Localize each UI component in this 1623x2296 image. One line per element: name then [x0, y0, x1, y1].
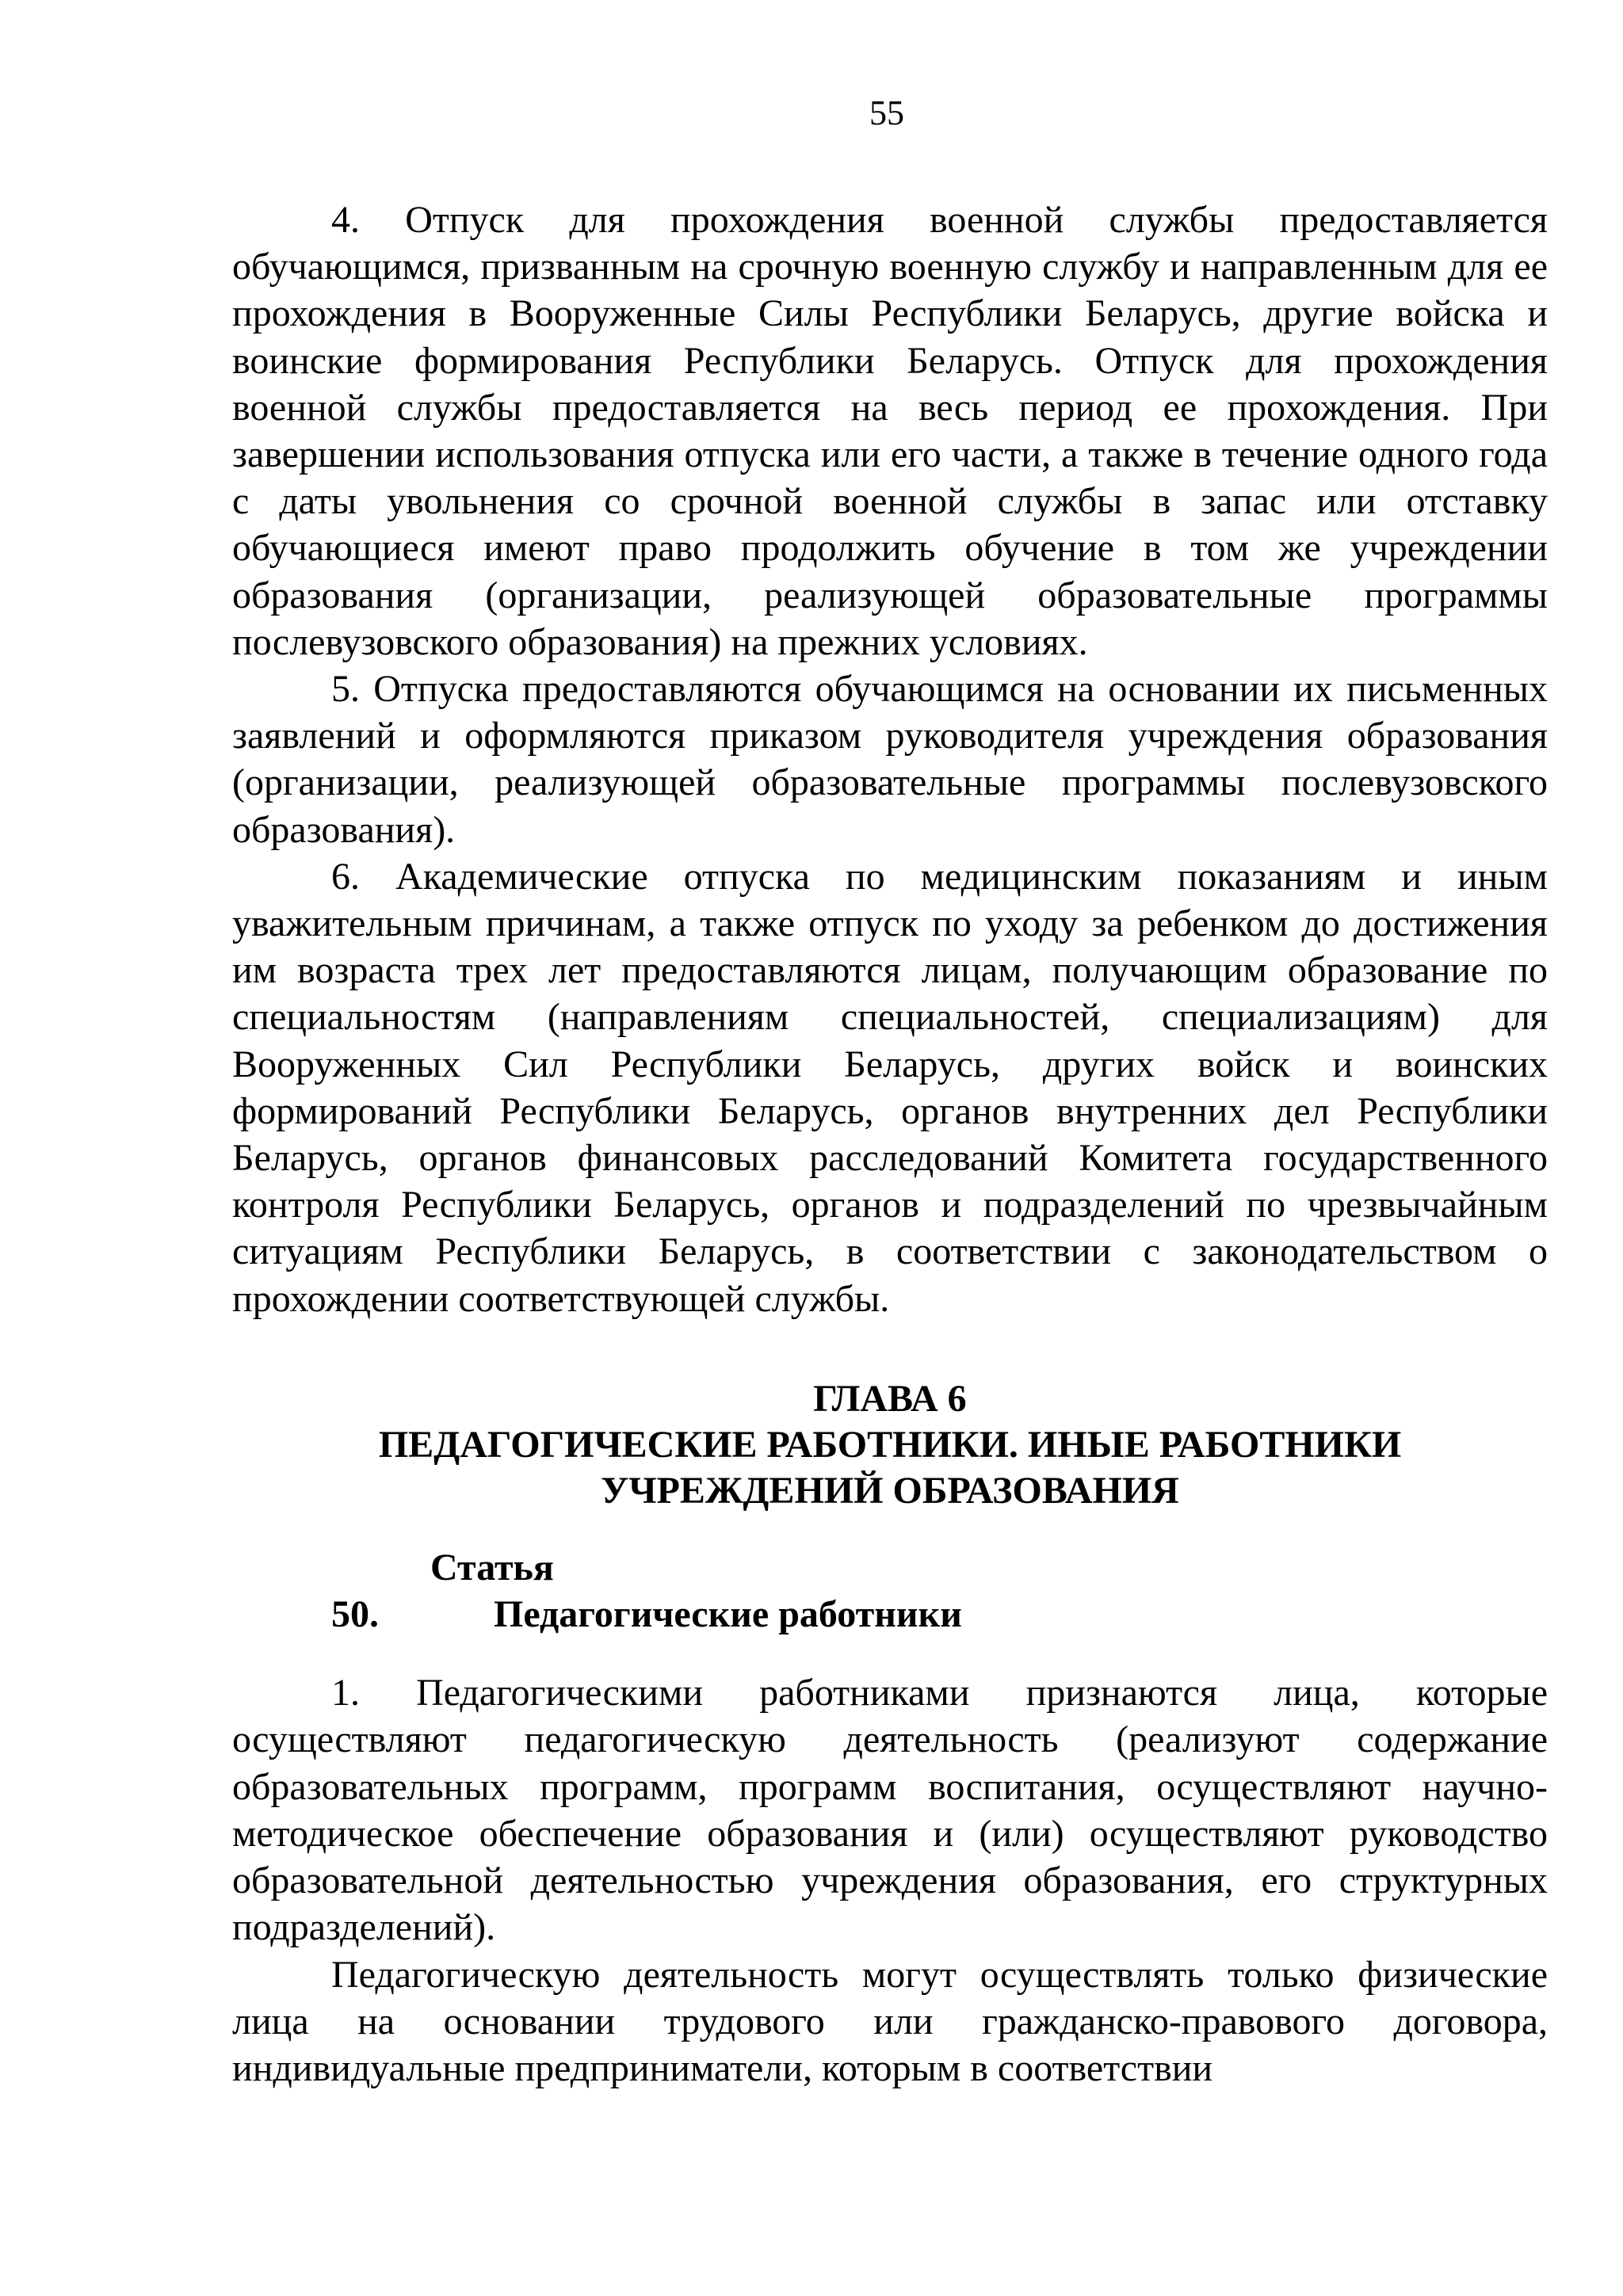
chapter-title-line-2: УЧРЕЖДЕНИЙ ОБРАЗОВАНИЯ: [601, 1469, 1179, 1512]
chapter-title-line-1: ПЕДАГОГИЧЕСКИЕ РАБОТНИКИ. ИНЫЕ РАБОТНИКИ: [378, 1423, 1402, 1466]
article-heading: [232, 1544, 1548, 1638]
paragraph-item-6: 6. Академические отпуска по медицинским показаниям и иным уважительным причинам, а также отпуск по уходу за ребенком до достижения им возраста трех лет предоставляются лицам, получающим образование по специальностям (направлениям специальностей, специализациям) для Вооруженных Сил Республики Беларусь, других войск и воинских формирований Республики Беларусь, органов внутренних дел Республики Беларусь, органов финансовых расследований Комитета государственного контроля Республики Беларусь, органов и подразделений по чрезвычайным ситуациям Республики Беларусь, в соответствии с законодательством о прохождении соответствующей службы.: [232, 855, 1548, 1320]
article-paragraph-2: Педагогическую деятельность могут осуществлять только физические лица на основании трудового или гражданско-правового договора, индивидуальные предприниматели, которым в соответствии: [232, 1953, 1548, 2089]
page-number: 55: [869, 93, 904, 132]
paragraph-item-4: 4. Отпуск для прохождения военной службы предоставляется обучающимся, призванным на срочную военную службу и направленным для ее прохождения в Вооруженные Силы Республики Беларусь, другие войска и воинские формирования Республики Беларусь. Отпуск для прохождения военной службы предоставляется на весь период ее прохождения. При завершении использования отпуска или его части, а также в течение одного года с даты увольнения со срочной военной службы в запас или отставку обучающиеся имеют право продолжить обучение в том же учреждении образования (организации, реализующей образовательные программы послевузовского образования) на прежних условиях.: [232, 199, 1548, 663]
article-number: Статья 50.: [331, 1546, 554, 1636]
document-body: [232, 196, 1548, 2092]
chapter-heading: [232, 1376, 1548, 1514]
article-paragraph-1: 1. Педагогическими работниками признаются лица, которые осуществляют педагогическую деятельность (реализуют содержание образовательных программ, программ воспитания, осуществляют научно-методическое обеспечение образования и (или) осуществляют руководство образовательной деятельностью учреждения образования, его структурных подразделений).: [232, 1672, 1548, 1949]
paragraph-item-5: 5. Отпуска предоставляются обучающимся на основании их письменных заявлений и оформляются приказом руководителя учреждения образования (организации, реализующей образовательные программы послевузовского образования).: [232, 668, 1548, 851]
article-title: Педагогические работники: [494, 1593, 962, 1636]
chapter-number: ГЛАВА 6: [813, 1377, 967, 1420]
